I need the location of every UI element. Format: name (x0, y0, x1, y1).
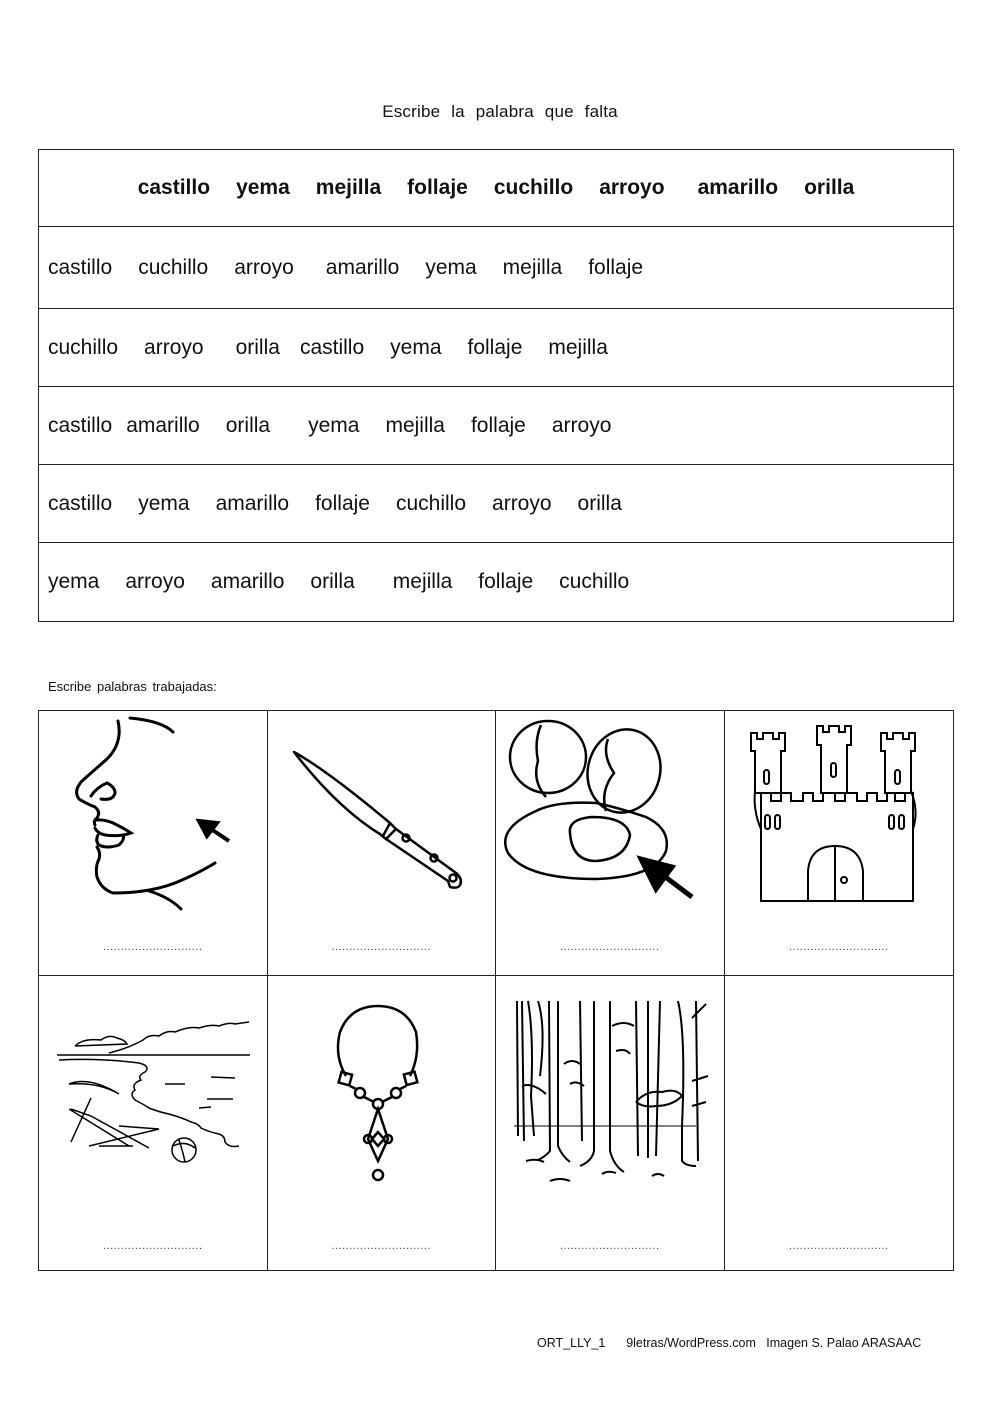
row-word: mejilla (392, 570, 453, 593)
word-bank-item: yema (236, 176, 290, 199)
row-word: cuchillo (138, 255, 209, 279)
row-word: arroyo (144, 335, 204, 359)
picture-cell (39, 711, 268, 976)
word-bank-item: follaje (407, 176, 468, 199)
word-row (39, 387, 953, 465)
word-row (39, 227, 953, 309)
cheek-face-icon (39, 711, 268, 976)
word-row (39, 309, 953, 387)
answer-blank[interactable]: ............................ (102, 1240, 203, 1252)
footer-credit: Imagen S. Palao ARASAAC (766, 1336, 922, 1350)
picture-cell (268, 711, 497, 976)
word-table (38, 149, 954, 622)
picture-cell (496, 976, 725, 1270)
row-word: orilla (577, 491, 622, 515)
row-word: follaje (467, 335, 523, 359)
row-word: castillo (48, 255, 113, 279)
word-bank-item: amarillo (697, 176, 779, 199)
castle-icon (725, 711, 954, 976)
row-word: orilla (235, 335, 280, 359)
answer-blank[interactable]: ............................ (788, 1240, 889, 1252)
word-row (39, 543, 953, 621)
row-word: cuchillo (395, 491, 467, 515)
word-row (39, 465, 953, 543)
section-subtitle: Escribe palabras trabajadas: (48, 679, 217, 694)
row-word: arroyo (234, 255, 294, 279)
row-word: yema (308, 413, 360, 437)
row-word: castillo (48, 491, 113, 515)
row-word: mejilla (385, 413, 445, 437)
row-word: yema (390, 335, 442, 359)
picture-cell (268, 976, 497, 1270)
row-word: orilla (310, 570, 355, 593)
row-word: yema (425, 255, 477, 279)
picture-cell-empty (725, 976, 954, 1270)
row-word: mejilla (548, 335, 608, 359)
answer-blank[interactable]: ............................ (102, 941, 203, 953)
answer-blank[interactable]: ............................ (331, 1240, 432, 1252)
knife-icon (268, 711, 497, 976)
word-bank-item: orilla (804, 176, 855, 199)
row-word: cuchillo (48, 335, 119, 359)
row-word: yema (48, 570, 100, 593)
worksheet-title: Escribe la palabra que falta (382, 102, 618, 121)
necklace-icon (268, 976, 497, 1271)
row-word: yema (138, 491, 190, 515)
picture-cell (496, 711, 725, 976)
word-bank-item: arroyo (599, 176, 665, 199)
footer-source: 9letras/WordPress.com (626, 1336, 756, 1350)
row-word: amarillo (325, 255, 400, 279)
row-word: amarillo (210, 570, 285, 593)
row-word: cuchillo (559, 570, 630, 593)
row-word: castillo (48, 413, 113, 437)
picture-cell (39, 976, 268, 1270)
row-word: amarillo (215, 491, 290, 515)
word-bank-item: cuchillo (493, 176, 574, 199)
answer-blank[interactable]: ............................ (788, 941, 889, 953)
row-word: arroyo (551, 413, 612, 437)
answer-blank[interactable]: ............................ (559, 1240, 660, 1252)
egg-yolk-icon (496, 711, 725, 976)
footer-code: ORT_LLY_1 (537, 1336, 606, 1350)
row-word: mejilla (502, 255, 563, 279)
picture-grid (38, 710, 954, 1271)
beach-shore-icon (39, 976, 268, 1271)
row-word: arroyo (492, 491, 552, 515)
row-word: orilla (225, 413, 271, 437)
word-bank (39, 150, 953, 227)
picture-cell (725, 711, 954, 976)
row-word: follaje (315, 491, 370, 515)
row-word: arroyo (125, 570, 185, 593)
row-word: follaje (588, 255, 644, 279)
answer-blank[interactable]: ............................ (331, 941, 432, 953)
row-word: follaje (478, 570, 534, 593)
answer-blank[interactable]: ............................ (559, 941, 660, 953)
row-word: follaje (470, 413, 526, 437)
row-word: castillo (299, 335, 365, 359)
footer (537, 1336, 921, 1350)
forest-foliage-icon (496, 976, 725, 1271)
row-word: amarillo (126, 413, 200, 437)
word-bank-item: mejilla (315, 176, 382, 199)
word-bank-item: castillo (137, 176, 211, 199)
